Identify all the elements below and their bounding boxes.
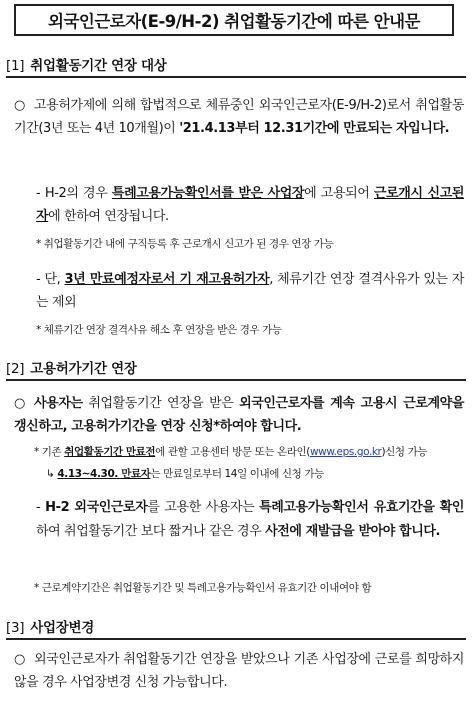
section-2-heading [6, 357, 137, 377]
section-2-p2-text-a: 를 고용한 사용자는 [147, 500, 260, 515]
section-1-p1-emphasis: '21.4.13부터 12.31기간에 만료되는 자입니다. [179, 121, 450, 136]
circle-bullet: ○ [14, 98, 25, 113]
section-1-p2-text-a: H-2의 경우 [44, 186, 112, 201]
section-2-p2-emphasis-c: 사전에 재발급을 받아야 합니다. [265, 524, 441, 539]
section-2-note-1 [34, 444, 427, 460]
circle-bullet: ○ [14, 396, 25, 411]
section-1-p2-emphasis-b: 근로개시 신고된 자 [36, 186, 465, 224]
section-2-paragraph-2 [36, 496, 464, 544]
section-2-p2-emphasis-b: 특례고용가능확인서 유효기간을 확인 [259, 500, 465, 515]
section-2-note-3: * 근로계약기간은 취업활동기간 및 특례고용가능확인서 유효기간 이내여야 함 [34, 582, 372, 594]
section-2-note-2-text: 는 만료일로부터 14일 이내에 신청 가능 [150, 468, 324, 480]
section-1-p2-text-c: 에 한하여 연장됩니다. [48, 209, 169, 224]
section-1-number: [1] [6, 58, 25, 74]
dash-bullet: - [36, 272, 41, 287]
section-3-title: 사업장변경 [30, 620, 94, 636]
section-3-p1-text: 외국인근로자가 취업활동기간 연장을 받았으나 기존 사업장에 근로를 희망하지 않을 경우 사업장변경 신청 가능합니다. [14, 652, 464, 690]
section-2-p2-emphasis-a: H-2 외국인근로자 [45, 500, 148, 515]
section-2-number: [2] [6, 361, 25, 377]
section-2-paragraph-1 [14, 392, 464, 438]
section-2-note-2 [46, 466, 324, 482]
section-3-paragraph-1 [14, 648, 464, 694]
section-1-paragraph-2 [36, 182, 464, 228]
section-1-p3-text-a: 단, [44, 272, 65, 287]
section-1-p3-emphasis: 3년 만료예정자로서 기 재고용허가자 [64, 272, 270, 287]
section-2-title: 고용허가기간 연장 [30, 361, 137, 377]
dash-bullet: - [36, 186, 41, 201]
eps-website-link[interactable]: www.eps.go.kr [309, 446, 382, 458]
section-2-p1-text: 취업활동기간 연장을 받은 [82, 396, 240, 411]
section-1-p3-text-b: , 체류기간 연장 결격사유가 있는 자는 제외 [36, 272, 465, 310]
section-1-title: 취업활동기간 연장 대상 [30, 58, 167, 74]
arrow-icon: ↳ [46, 468, 58, 480]
circle-bullet: ○ [14, 652, 25, 667]
document-title [14, 4, 454, 36]
section-3-divider [6, 638, 466, 640]
section-2-p1-emphasis-b: 외국인근로자를 계속 고용시 근로계약을 갱신하고, 고용허가기간을 연장 신청*하여야 합니다. [14, 396, 464, 434]
section-2-note-1-a: * 기존 [34, 446, 65, 458]
section-2-note-1-c: )신청 가능 [381, 446, 428, 458]
section-2-divider [6, 379, 466, 381]
section-1-p2-emphasis-a: 특례고용가능확인서를 받은 사업장 [111, 186, 305, 201]
section-2-note-1-emphasis: 취업활동기간 만료전 [64, 446, 156, 458]
dash-bullet: - [36, 500, 41, 515]
section-1-paragraph-3 [36, 268, 464, 314]
section-2-p1-emphasis-a: 사용자는 [34, 396, 83, 411]
document-title-text: 외국인근로자(E-9/H-2) 취업활동기간에 따른 안내문 [48, 12, 420, 31]
section-1-p2-text-b: 에 고용되어 [304, 186, 374, 201]
section-1-heading [6, 54, 166, 74]
section-1-paragraph-1 [14, 94, 464, 140]
section-2-note-2-emphasis: 4.13~4.30. 만료자 [57, 468, 151, 480]
section-3-heading [6, 616, 94, 636]
section-2-p2-text-b: 하여 취업활동기간 보다 짧거나 같은 경우 [36, 524, 266, 539]
section-2-note-1-b: 에 관할 고용센터 방문 또는 온라인( [155, 446, 310, 458]
section-1-p1-text: 고용허가제에 의해 합법적으로 체류중인 외국인근로자(E-9/H-2)로서 취업활동기간(3년 또는 4년 10개월)이 [14, 98, 464, 136]
section-1-note-1: * 취업활동기간 내에 구직등록 후 근로개시 신고가 된 경우 연장 가능 [36, 238, 334, 250]
section-1-note-2: * 체류기간 연장 결격사유 해소 후 연장을 받은 경우 가능 [36, 324, 282, 336]
section-1-divider [6, 76, 466, 78]
section-3-number: [3] [6, 620, 25, 636]
